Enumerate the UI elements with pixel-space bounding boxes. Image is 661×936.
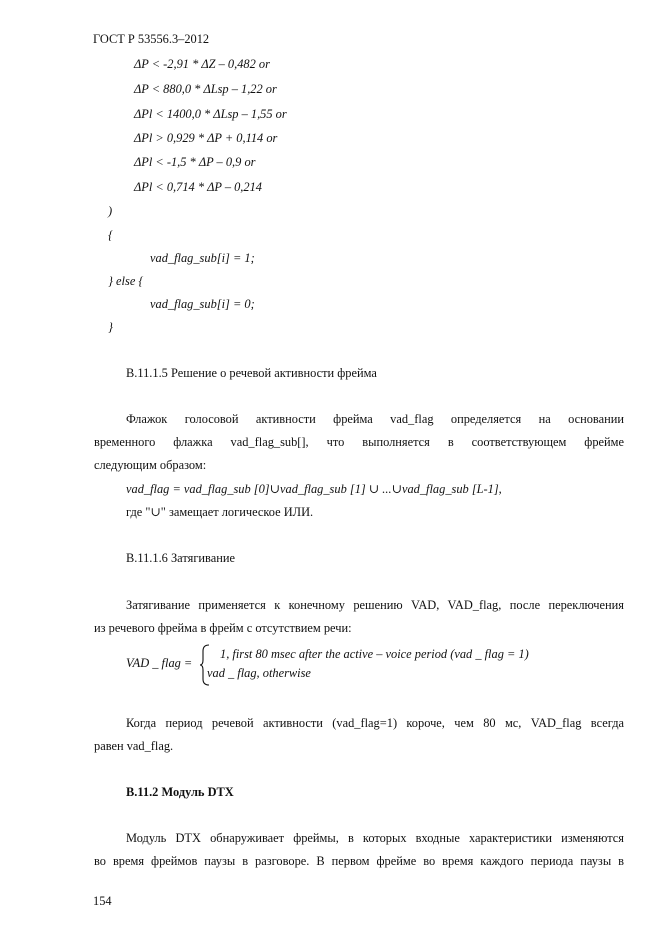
formula-note: где "∪" замещает логическое ИЛИ.: [126, 505, 314, 519]
condition-line-2: ΔP < 880,0 * ΔLsp – 1,22 or: [134, 82, 277, 96]
condition-line-5: ΔPl < -1,5 * ΔP – 0,9 or: [134, 155, 256, 169]
paragraph-line: следующим образом:: [94, 458, 207, 472]
paragraph-line: из речевого фрейма в фрейм с отсутствием речи:: [94, 621, 352, 635]
code-else: } else {: [108, 274, 144, 288]
paragraph-line: во время фреймов паузы в разговоре. В первом фрейме во время каждого периода паузы в: [94, 854, 624, 868]
section-heading-b1116: B.11.1.6 Затягивание: [126, 551, 235, 565]
section-heading-b1115: B.11.1.5 Решение о речевой активности фрейма: [126, 366, 377, 380]
condition-line-6: ΔPl < 0,714 * ΔP – 0,214: [134, 180, 262, 194]
code-assign-one: vad_flag_sub[i] = 1;: [150, 251, 255, 265]
paragraph-line: временного флажка vad_flag_sub[], что выполняется в соответствующем фрейме: [94, 435, 624, 449]
section-heading-b112: B.11.2 Модуль DTX: [126, 785, 234, 799]
code-close-paren: ): [108, 204, 113, 218]
condition-line-1: ΔP < -2,91 * ΔZ – 0,482 or: [134, 57, 270, 71]
paragraph-line: равен vad_flag.: [94, 739, 174, 753]
paragraph-line: Когда период речевой активности (vad_flag=1) короче, чем 80 мс, VAD_flag всегда: [126, 716, 624, 730]
page-number: 154: [93, 894, 112, 908]
equation-lhs: VAD _ flag =: [126, 656, 193, 670]
paragraph-line: Флажок голосовой активности фрейма vad_flag определяется на основании: [126, 412, 624, 426]
equation-case-2: vad _ flag, otherwise: [207, 666, 311, 680]
vad-flag-formula: vad_flag = vad_flag_sub [0]∪vad_flag_sub [1] ∪ ...∪vad_flag_sub [L-1],: [126, 482, 502, 496]
code-open-brace: {: [108, 228, 113, 242]
condition-line-4: ΔPl > 0,929 * ΔP + 0,114 or: [134, 131, 278, 145]
paragraph-line: Затягивание применяется к конечному решению VAD, VAD_flag, после переключения: [126, 598, 624, 612]
equation-case-1: 1, first 80 msec after the active – voice period (vad _ flag = 1): [220, 647, 529, 661]
document-header: ГОСТ Р 53556.3–2012: [93, 32, 210, 46]
code-close-brace: }: [108, 320, 113, 334]
paragraph-line: Модуль DTX обнаруживает фреймы, в которых входные характеристики изменяются: [126, 831, 624, 845]
condition-line-3: ΔPl < 1400,0 * ΔLsp – 1,55 or: [134, 107, 287, 121]
code-assign-zero: vad_flag_sub[i] = 0;: [150, 297, 255, 311]
